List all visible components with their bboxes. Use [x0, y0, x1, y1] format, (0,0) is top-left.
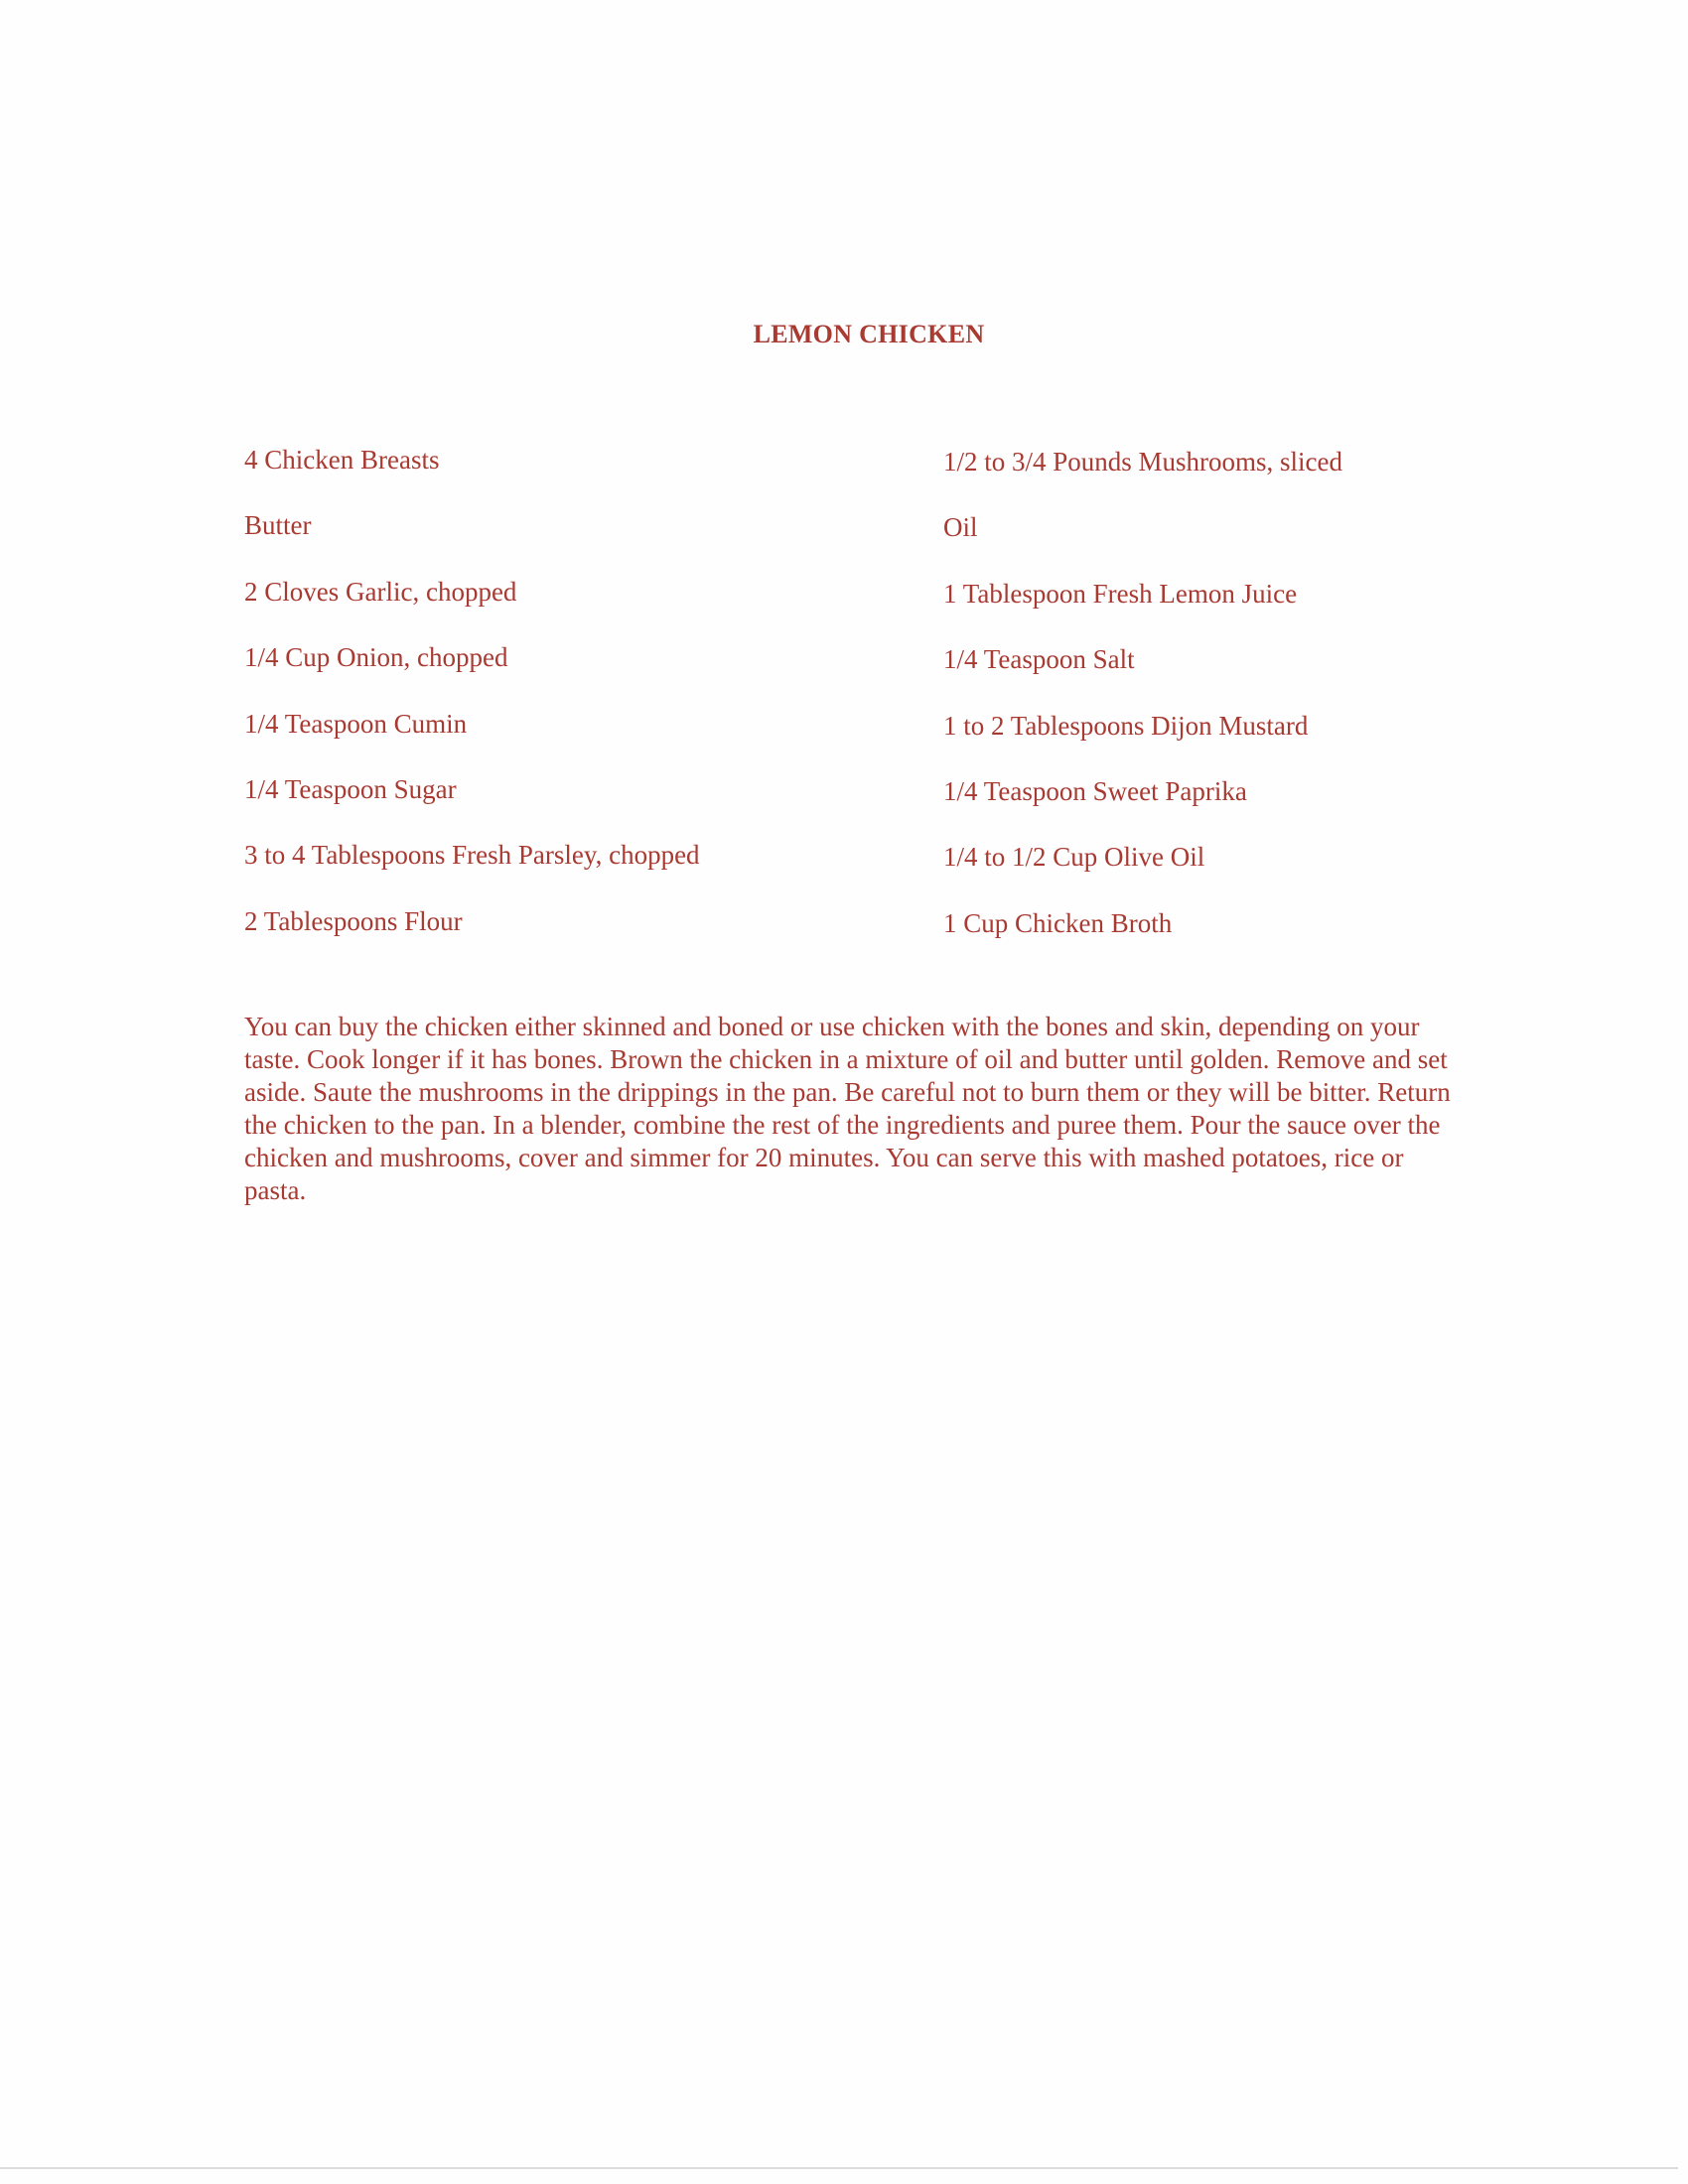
ingredient-item: Oil	[943, 512, 978, 543]
ingredient-item: 1/2 to 3/4 Pounds Mushrooms, sliced	[943, 447, 1343, 477]
ingredient-item: 1 to 2 Tablespoons Dijon Mustard	[943, 710, 1309, 741]
ingredient-item: 1 Tablespoon Fresh Lemon Juice	[943, 578, 1298, 609]
ingredient-item: 1 Cup Chicken Broth	[943, 907, 1173, 938]
ingredients-left-column	[244, 443, 890, 970]
ingredient-item: 3 to 4 Tablespoons Fresh Parsley, chopped	[244, 840, 700, 871]
ingredient-item: 1/4 Teaspoon Sweet Paprika	[943, 775, 1247, 806]
page-bottom-rule	[0, 2167, 1678, 2169]
ingredient-item: 1/4 Teaspoon Salt	[943, 644, 1135, 675]
ingredient-item: 2 Cloves Garlic, chopped	[244, 576, 517, 607]
recipe-title: LEMON CHICKEN	[753, 320, 985, 348]
ingredient-item: 1/4 Teaspoon Sugar	[244, 773, 457, 804]
ingredient-item: 4 Chicken Breasts	[244, 445, 440, 475]
ingredient-item: 1/4 Teaspoon Cumin	[244, 708, 468, 739]
ingredient-item: 2 Tablespoons Flour	[244, 905, 463, 936]
recipe-instructions: You can buy the chicken either skinned and boned or use chicken with the bones and skin, depending on your taste. Cook longer if it has bones. Brown the chicken in a mixture of oil and butter until golden. Remove and set aside. Saute the mushrooms in the drippings in the pan. Be careful not to burn them or they will be bitter. Return the chicken to the pan. In a blender, combine the rest of the ingredients and puree them. Pour the sauce over the chicken and mushrooms, cover and simmer for 20 minutes. You can serve this with mashed potatoes, rice or pasta.	[244, 1012, 1451, 1205]
ingredient-item: 1/4 Cup Onion, chopped	[244, 642, 508, 673]
ingredients-right-column	[943, 445, 1589, 972]
ingredient-item: 1/4 to 1/2 Cup Olive Oil	[943, 842, 1205, 873]
ingredient-item: Butter	[244, 510, 312, 541]
